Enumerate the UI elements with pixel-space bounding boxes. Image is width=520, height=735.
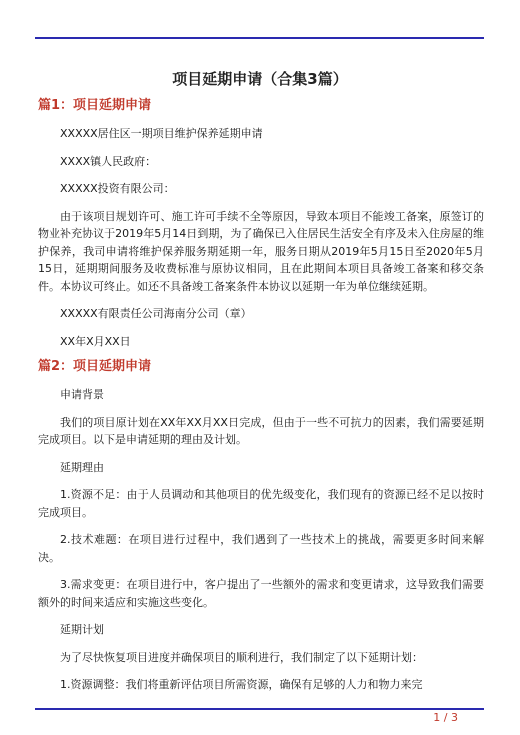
paragraph: 我们的项目原计划在XX年XX月XX日完成，但由于一些不可抗力的因素，我们需要延期完成项目。以下是申请延期的理由及计划。 [38,415,484,446]
document-title: 项目延期申请（合集3篇） [172,70,348,88]
document-body [38,97,484,704]
footer-rule [35,708,484,710]
paragraph: 延期理由 [60,460,104,474]
paragraph: XX年X月XX日 [60,334,131,348]
paragraph: 为了尽快恢复项目进度并确保项目的顺利进行，我们制定了以下延期计划： [60,650,423,664]
paragraph: 申请背景 [60,388,104,401]
paragraph: 由于该项目规划许可、施工许可手续不全等原因，导致本项目不能竣工备案，原签订的物业补充协议于2019年5月14日到期，为了确保已入住居民生活安全有序及未入住房屋的维护保养，我司申请将维护保养服务期延期一年，服务日期从2019年5月15日至2020年5月15日，延期期间服务及收费标准与原协议相同，且在此期间本项目具备竣工备案和移交条件。本协议可终止。如还不具备竣工备案条件本协议以延期一年为单位继续延期。 [38,209,484,293]
paragraph: 3.需求变更：在项目进行中，客户提出了一些额外的需求和变更请求，这导致我们需要额外的时间来适应和实施这些变化。 [38,578,484,609]
paragraph: XXXX镇人民政府： [60,154,157,168]
paragraph: XXXXX投资有限公司： [60,182,175,195]
paragraph: 延期计划 [60,623,104,636]
paragraph: XXXXX有限责任公司海南分公司（章） [60,307,252,320]
paragraph: 2.技术难题：在项目进行过程中，我们遇到了一些技术上的挑战，需要更多时间来解决。 [38,533,484,564]
section-heading-1: 篇1：项目延期申请 [38,98,152,113]
paragraph: 1.资源不足：由于人员调动和其他项目的优先级变化，我们现有的资源已经不足以按时完成项目。 [38,488,484,519]
paragraph: XXXXX居住区一期项目维护保养延期申请 [60,127,263,140]
section-heading-2: 篇2：项目延期申请 [38,359,152,374]
page-number: 1 / 3 [433,711,458,724]
paragraph: 1.资源调整：我们将重新评估项目所需资源，确保有足够的人力和物力来完 [60,678,423,691]
header-rule [35,37,484,39]
